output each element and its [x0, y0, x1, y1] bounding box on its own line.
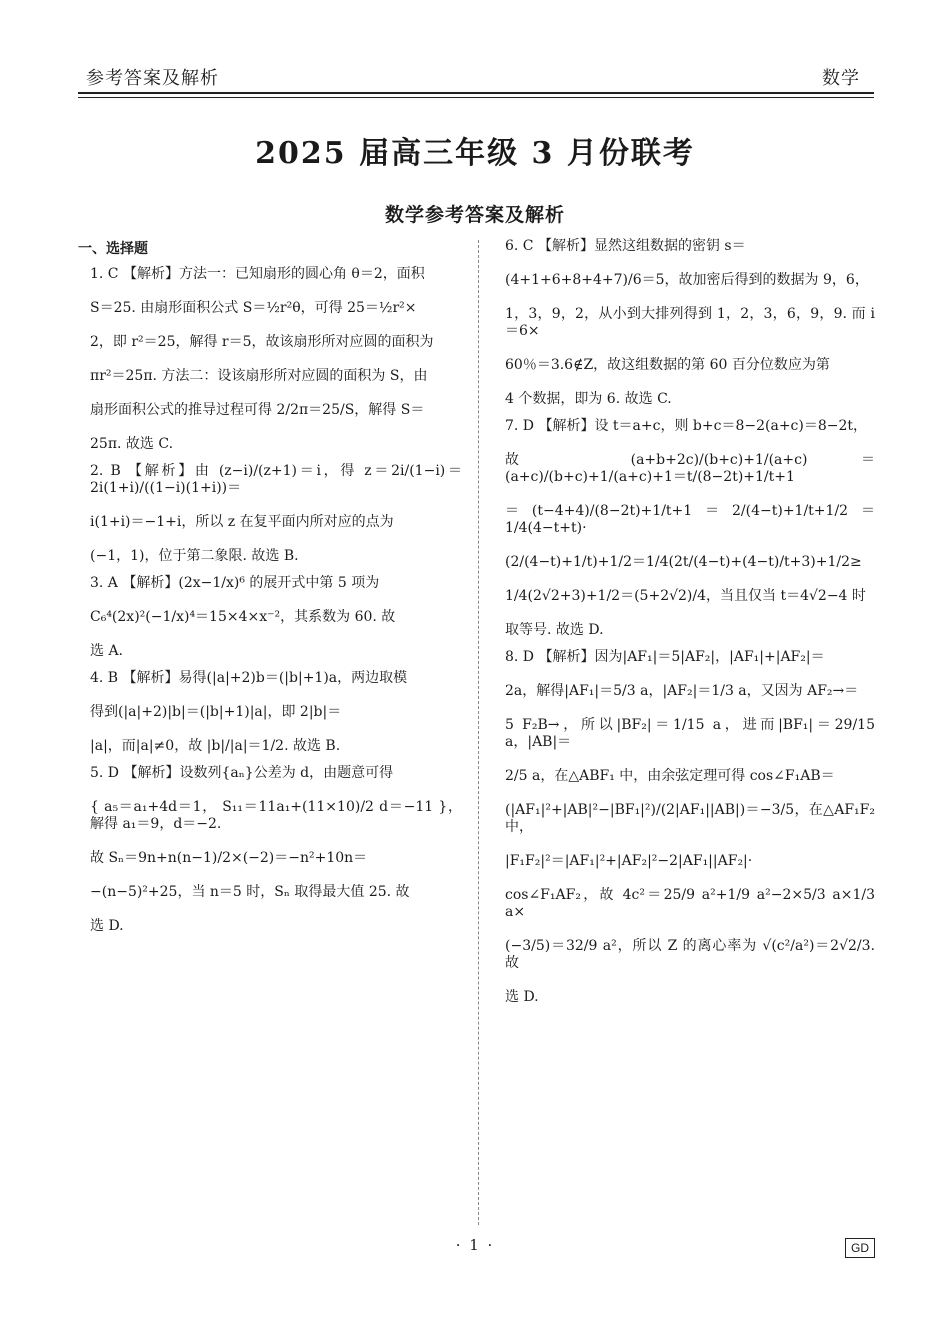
header-subject: 数学 — [822, 68, 860, 89]
answer-line: 2. B 【解析】由 (z−i)/(z+1)＝i，得 z＝2i/(1−i)＝2i(1+i)/((1−i)(1+i))＝ — [90, 463, 462, 496]
answer-line: 2a，解得|AF₁|＝5/3 a，|AF₂|＝1/3 a，又因为 AF₂→＝ — [505, 683, 859, 699]
answer-line: 选 D. — [90, 918, 124, 934]
answer-line: 1/4(2√2+3)+1/2＝(5+2√2)/4，当且仅当 t＝4√2−4 时 — [505, 588, 866, 604]
answer-line: 取等号. 故选 D. — [505, 622, 604, 638]
answer-line: 5. D 【解析】设数列{aₙ}公差为 d，由题意可得 — [90, 765, 394, 781]
answer-line: 8. D 【解析】因为|AF₁|＝5|AF₂|，|AF₁|+|AF₂|＝ — [505, 649, 825, 665]
answer-line: πr²＝25π. 方法二：设该扇形所对应圆的面积为 S，由 — [90, 368, 428, 384]
answer-line: 选 D. — [505, 989, 539, 1005]
answer-line: 2/5 a，在△ABF₁ 中，由余弦定理可得 cos∠F₁AB＝ — [505, 768, 835, 784]
region-badge: GD — [845, 1238, 875, 1258]
answer-line: (−1，1)，位于第二象限. 故选 B. — [90, 548, 299, 564]
answer-q6 — [505, 238, 875, 408]
answer-line: S＝25. 由扇形面积公式 S＝½r²θ，可得 25＝½r²× — [90, 300, 417, 316]
answer-line: (2/(4−t)+1/t)+1/2＝1/4(2t/(4−t)+(4−t)/t+3)+1/2≥ — [505, 554, 862, 570]
answer-line: 2，即 r²＝25，解得 r＝5，故该扇形所对应圆的面积为 — [90, 334, 434, 350]
answer-line: 4. B 【解析】易得(|a|+2)b＝(|b|+1)a，两边取模 — [90, 670, 408, 686]
answer-line: 7. D 【解析】设 t＝a+c，则 b+c＝8−2(a+c)＝8−2t， — [505, 418, 868, 434]
answer-line: 6. C 【解析】显然这组数据的密钥 s＝ — [505, 238, 746, 254]
answer-line: 1，3，9，2，从小到大排列得到 1，2，3，6，9，9. 而 i＝6× — [505, 306, 875, 339]
answer-q5 — [90, 765, 462, 935]
answer-line: (−3/5)＝32/9 a²，所以 Z 的离心率为 √(c²/a²)＝2√2/3. 故 — [505, 938, 875, 971]
answer-line: |F₁F₂|²＝|AF₁|²+|AF₂|²−2|AF₁||AF₂|· — [505, 853, 753, 869]
right-column — [505, 238, 875, 1016]
answer-line: 扇形面积公式的推导过程可得 2/2π＝25/S，解得 S＝ — [90, 402, 425, 418]
answer-line: i(1+i)＝−1+i，所以 z 在复平面内所对应的点为 — [90, 514, 394, 530]
answer-q2 — [90, 463, 462, 565]
left-column — [78, 238, 462, 945]
answer-line: 故 (a+b+2c)/(b+c)+1/(a+c)＝(a+c)/(b+c)+1/(a+c)+1＝t/(8−2t)+1/t+1 — [505, 452, 875, 485]
answer-line: 故 Sₙ＝9n+n(n−1)/2×(−2)＝−n²+10n＝ — [90, 850, 368, 866]
answer-line: cos∠F₁AF₂，故 4c²＝25/9 a²+1/9 a²−2×5/3 a×1/3 a× — [505, 887, 875, 920]
answer-line: 5 F₂B→，所以|BF₂|＝1/15 a，进而|BF₁|＝29/15 a，|AB|＝ — [505, 717, 875, 750]
header-rule-thick — [78, 92, 874, 94]
answer-q1 — [90, 266, 462, 453]
column-divider — [478, 240, 479, 1225]
answer-line: (4+1+6+8+4+7)/6＝5，故加密后得到的数据为 9，6， — [505, 272, 869, 288]
answer-line: |a|，而|a|≠0，故 |b|/|a|＝1/2. 故选 B. — [90, 738, 341, 754]
answer-line: { a₅＝a₁+4d＝1， S₁₁＝11a₁+(11×10)/2 d＝−11 }，解得 a₁＝9，d＝−2. — [90, 799, 462, 832]
left-question-list — [90, 266, 462, 935]
answer-line: 4 个数据，即为 6. 故选 C. — [505, 391, 672, 407]
answer-line: 60％＝3.6∉Z，故这组数据的第 60 百分位数应为第 — [505, 357, 830, 373]
page-title: 2025 届高三年级 3 月份联考 — [255, 136, 695, 171]
answer-line: 得到(|a|+2)|b|＝(|b|+1)|a|，即 2|b|＝ — [90, 704, 342, 720]
answer-q4 — [90, 670, 462, 755]
answer-line: ＝(t−4+4)/(8−2t)+1/t+1＝2/(4−t)+1/t+1/2＝1/4(4−t+t)· — [505, 503, 875, 536]
answer-line: 25π. 故选 C. — [90, 436, 174, 452]
answer-line: −(n−5)²+25，当 n＝5 时，Sₙ 取得最大值 25. 故 — [90, 884, 410, 900]
right-question-list — [505, 238, 875, 1006]
answer-line: 1. C 【解析】方法一：已知扇形的圆心角 θ＝2，面积 — [90, 266, 425, 282]
answer-q3 — [90, 575, 462, 660]
header-rule-thin — [78, 97, 874, 98]
answer-q7 — [505, 418, 875, 639]
answer-line: 选 A. — [90, 643, 124, 659]
section-title: 一、选择题 — [78, 241, 148, 257]
header-left-title: 参考答案及解析 — [86, 68, 219, 89]
page-number: · 1 · — [455, 1236, 495, 1254]
answer-line: 3. A 【解析】(2x−1/x)⁶ 的展开式中第 5 项为 — [90, 575, 380, 591]
answer-q8 — [505, 649, 875, 1006]
answer-line: C₆⁴(2x)²(−1/x)⁴＝15×4×x⁻²，其系数为 60. 故 — [90, 609, 396, 625]
page-subtitle: 数学参考答案及解析 — [384, 204, 565, 226]
answer-line: (|AF₁|²+|AB|²−|BF₁|²)/(2|AF₁||AB|)＝−3/5，在△AF₁F₂ 中， — [505, 802, 875, 835]
